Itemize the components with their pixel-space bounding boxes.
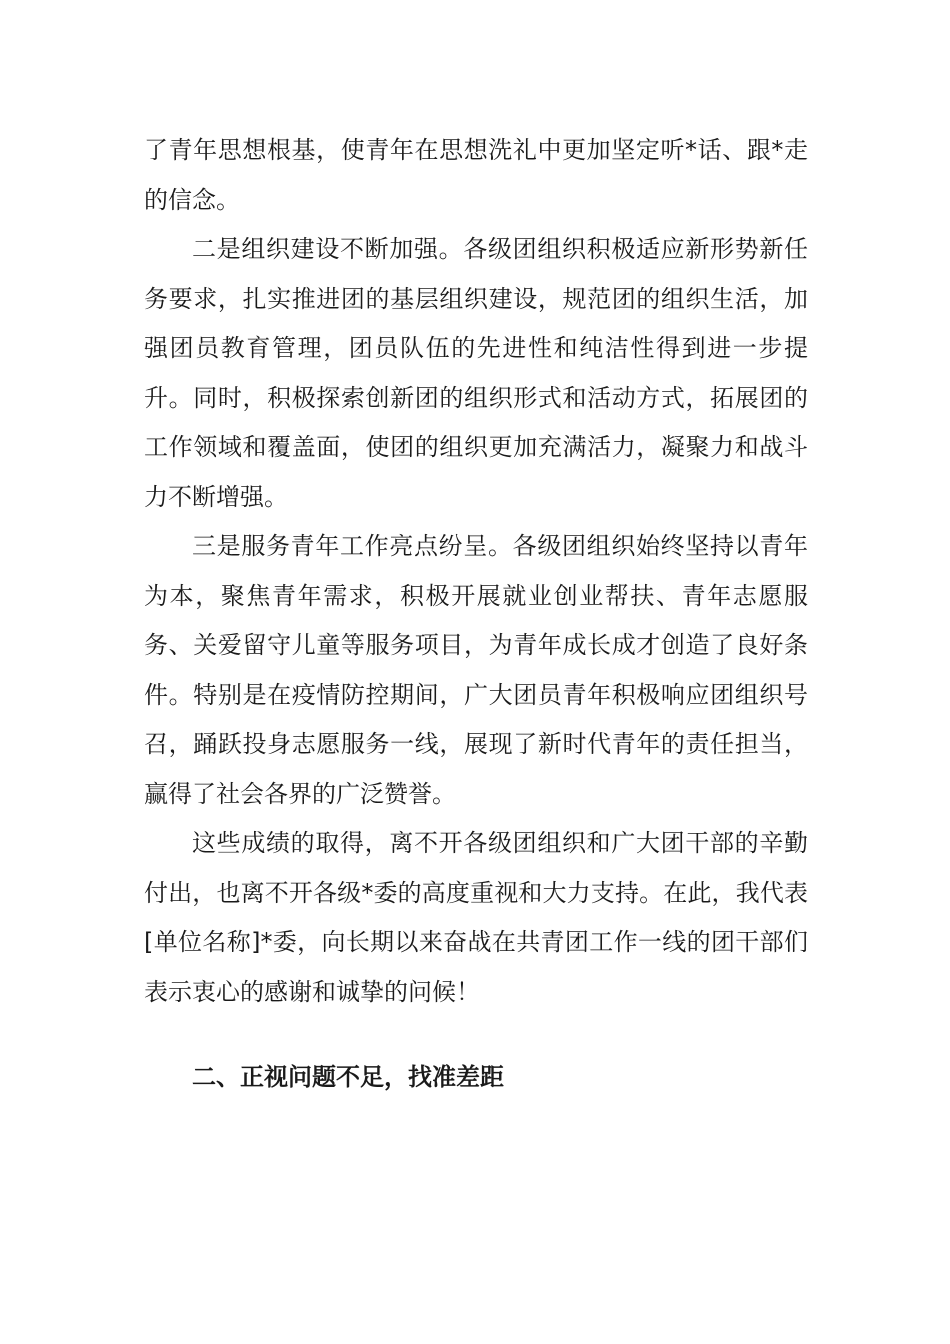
paragraph-acknowledgement: 这些成绩的取得，离不开各级团组织和广大团干部的辛勤付出，也离不开各级*委的高度重视和大力支持。在此，我代表[单位名称]*委，向长期以来奋战在共青团工作一线的团干部们表示衷心的感谢和诚挚的问候！ (144, 829, 808, 1006)
section-heading: 二、正视问题不足，找准差距 (192, 1063, 504, 1091)
paragraph-continuation: 了青年思想根基，使青年在思想洗礼中更加坚定听*话、跟*走的信念。 (144, 136, 808, 214)
document-body (144, 126, 808, 1103)
paragraph-organization-building: 二是组织建设不断加强。各级团组织积极适应新形势新任务要求，扎实推进团的基层组织建设，规范团的组织生活，加强团员教育管理，团员队伍的先进性和纯洁性得到进一步提升。同时，积极探索创新团的组织形式和活动方式，拓展团的工作领域和覆盖面，使团的组织更加充满活力，凝聚力和战斗力不断增强。 (144, 235, 808, 511)
paragraph-youth-service: 三是服务青年工作亮点纷呈。各级团组织始终坚持以青年为本，聚焦青年需求，积极开展就业创业帮扶、青年志愿服务、关爱留守儿童等服务项目，为青年成长成才创造了良好条件。特别是在疫情防控期间，广大团员青年积极响应团组织号召，踊跃投身志愿服务一线，展现了新时代青年的责任担当，赢得了社会各界的广泛赞誉。 (144, 532, 808, 808)
